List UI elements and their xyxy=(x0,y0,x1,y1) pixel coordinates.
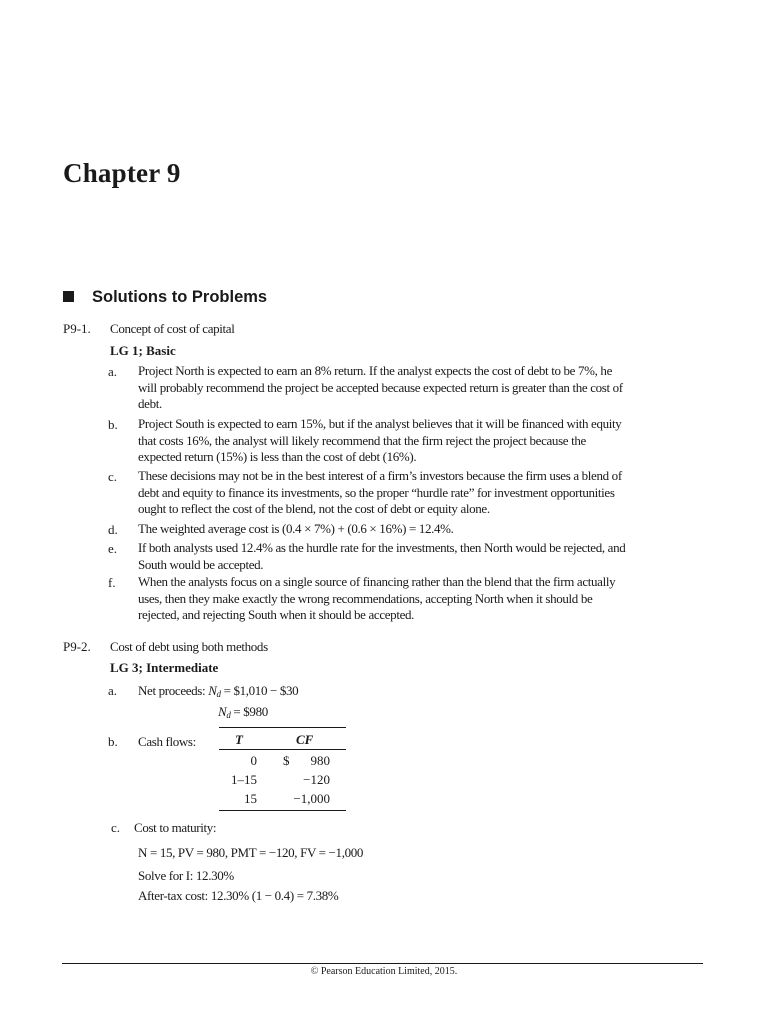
item-marker: f. xyxy=(108,575,116,590)
table-header-rule xyxy=(219,749,346,750)
list-item xyxy=(138,521,698,538)
learning-goal: LG 1; Basic xyxy=(110,343,176,358)
net-proceeds-equation: = $1,010 − $30 xyxy=(220,683,299,698)
item-line: debt. xyxy=(138,396,162,411)
cash-flows-label: Cash flows: xyxy=(138,734,196,749)
footer-rule xyxy=(62,963,703,964)
section-title: Solutions to Problems xyxy=(92,288,268,306)
item-marker: e. xyxy=(108,541,118,556)
nd-symbol: N xyxy=(208,683,217,698)
after-tax-cost-line: After-tax cost: 12.30% (1 − 0.4) = 7.38% xyxy=(138,888,339,903)
cost-to-maturity-label: Cost to maturity: xyxy=(134,820,217,835)
nd-subscript: d xyxy=(216,689,221,699)
table-cell-t: 0 xyxy=(250,753,257,768)
item-line: ought to reflect the cost of the blend, not the cost of debt or equity alone. xyxy=(138,501,490,516)
nd-symbol: N xyxy=(218,704,227,719)
table-cell-dollar: $ xyxy=(283,753,290,768)
solve-line: Solve for I: 12.30% xyxy=(138,868,234,883)
item-line: that costs 16%, the analyst will likely recommend that the firm reject the project because the xyxy=(138,432,586,448)
net-proceeds-label: Net proceeds: xyxy=(138,683,209,698)
list-item xyxy=(138,540,698,573)
table-cell-t: 15 xyxy=(244,791,257,806)
item-marker: a. xyxy=(108,364,118,379)
item-line: When the analysts focus on a single source of financing rather than the blend that the firm actually xyxy=(138,574,616,589)
problem-title: Cost of debt using both methods xyxy=(110,639,268,654)
item-marker: c. xyxy=(111,820,121,835)
section-heading xyxy=(63,288,267,307)
square-bullet-icon xyxy=(63,291,74,302)
table-cell-t: 1–15 xyxy=(231,772,257,787)
table-header-cf: CF xyxy=(296,732,314,747)
table-cell-cf: −120 xyxy=(303,772,330,787)
problem-title: Concept of cost of capital xyxy=(110,321,235,336)
nd-subscript: d xyxy=(226,710,231,720)
list-item xyxy=(138,574,698,624)
net-proceeds-result xyxy=(218,704,268,720)
item-line: debt and equity to finance its investments, so the proper “hurdle rate” for investment opportunities xyxy=(138,484,615,500)
item-marker: b. xyxy=(108,417,118,432)
item-marker: a. xyxy=(108,683,118,698)
learning-goal: LG 3; Intermediate xyxy=(110,660,219,675)
net-proceeds-value: = $980 xyxy=(230,704,268,719)
problem-number: P9-1. xyxy=(63,321,91,336)
item-marker: b. xyxy=(108,734,118,749)
table-header-t: T xyxy=(235,732,243,747)
item-line: If both analysts used 12.4% as the hurdle rate for the investments, then North would be rejected, and xyxy=(138,540,626,555)
item-line: Project South is expected to earn 15%, but if the analyst believes that it will be financed with equity xyxy=(138,416,622,431)
item-line: Project North is expected to earn an 8% return. If the analyst expects the cost of debt to be 7%, he xyxy=(138,363,612,378)
chapter-title: Chapter 9 xyxy=(63,158,181,188)
item-line: These decisions may not be in the best interest of a firm’s investors because the firm uses a blend of xyxy=(138,468,622,483)
item-line: uses, then they make exactly the wrong recommendations, accepting North when it should be xyxy=(138,590,593,606)
item-marker: c. xyxy=(108,469,118,484)
table-cell-cf: −1,000 xyxy=(293,791,330,806)
problem-number: P9-2. xyxy=(63,639,91,654)
footer-copyright: © Pearson Education Limited, 2015. xyxy=(310,966,458,977)
list-item xyxy=(138,468,698,518)
list-item xyxy=(138,363,698,413)
net-proceeds-line xyxy=(138,683,298,699)
list-item xyxy=(138,416,698,466)
item-line: will probably recommend the project be accepted because expected return is greater than the cost of xyxy=(138,379,623,395)
table-top-rule xyxy=(219,727,346,728)
item-line: expected return (15%) is less than the cost of debt (16%). xyxy=(138,449,417,464)
table-bottom-rule xyxy=(219,810,346,811)
item-line: The weighted average cost is (0.4 × 7%) + (0.6 × 16%) = 12.4%. xyxy=(138,521,454,536)
table-cell-cf: 980 xyxy=(310,753,330,768)
item-line: South would be accepted. xyxy=(138,556,264,572)
calculator-inputs: N = 15, PV = 980, PMT = −120, FV = −1,000 xyxy=(138,845,364,860)
item-line: rejected, and rejecting South when it should be accepted. xyxy=(138,607,415,622)
item-marker: d. xyxy=(108,522,118,537)
